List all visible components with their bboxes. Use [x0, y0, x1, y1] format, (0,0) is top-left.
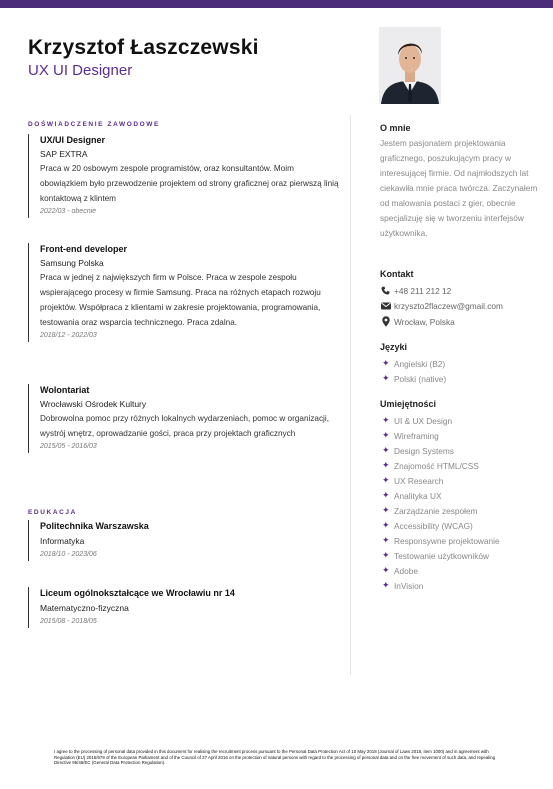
job-title: UX UI Designer	[28, 62, 133, 79]
experience-heading: DOŚWIADCZENIE ZAWODOWE	[28, 121, 160, 128]
languages-heading: Języki	[380, 342, 408, 352]
skill-item: ✦ Design Systems	[382, 445, 454, 456]
sparkle-icon: ✦	[382, 373, 390, 383]
contact-email	[380, 299, 540, 315]
experience-company: Wrocławski Ośrodek Kultury	[40, 399, 147, 409]
languages-section	[380, 341, 540, 386]
map-pin-icon	[380, 316, 391, 327]
education-school: Politechnika Warszawska	[40, 521, 149, 531]
skill-item: ✦ UX Research	[382, 475, 444, 486]
sparkle-icon: ✦	[382, 358, 390, 368]
about-heading: O mnie	[380, 123, 411, 133]
sparkle-icon: ✦	[382, 565, 390, 575]
experience-role: Wolontariat	[40, 385, 90, 395]
education-dates: 2018/10 - 2023/06	[40, 551, 97, 558]
experience-description: Praca w jednej z największych firm w Polsce. Praca w zespole zespołu wspierającego procesy w firmie Samsung. Praca na różnych etapach rozwoju projektów. Współpraca z klientami w zakresie projektowania, programowania, testowania oraz wsparcia technicznego. Praca zdalna.	[40, 273, 321, 327]
column-divider	[350, 115, 351, 675]
phone-number[interactable]: +48 211 212 12	[394, 285, 452, 296]
skill-item: ✦ Testowanie użytkowników	[382, 550, 489, 561]
education-field: Matematyczno-fizyczna	[40, 603, 129, 613]
about-section	[380, 122, 540, 241]
experience-company: SAP EXTRA	[40, 149, 88, 159]
sparkle-icon: ✦	[382, 415, 390, 425]
education-heading: EDUKACJA	[28, 509, 77, 516]
skill-item: ✦ Adobe	[382, 565, 418, 576]
skill-item: ✦ Znajomość HTML/CSS	[382, 460, 479, 471]
sparkle-icon: ✦	[382, 520, 390, 530]
sparkle-icon: ✦	[382, 475, 390, 485]
language-item: ✦ Angielski (B2)	[382, 358, 446, 369]
skill-item: ✦ InVision	[382, 580, 424, 591]
education-field: Informatyka	[40, 536, 85, 546]
experience-dates: 2015/05 - 2016/03	[40, 443, 97, 450]
education-entry	[28, 587, 340, 628]
experience-company: Samsung Polska	[40, 258, 104, 268]
sparkle-icon: ✦	[382, 445, 390, 455]
about-text: Jestem pasjonatem projektowania graficznego, poszukującym pracy w interesującej firmie. Od najmłodszych lat ciekawiła mnie praca twórcza. Zaczynałem od malowania postaci z gier, obecnie specjalizuję się w tworzeniu interfejsów użytkownika.	[380, 138, 538, 238]
experience-dates: 2018/12 - 2022/03	[40, 332, 97, 339]
education-entry	[28, 520, 340, 561]
skill-item: ✦ UI & UX Design	[382, 415, 453, 426]
profile-photo	[379, 27, 441, 104]
experience-role: UX/UI Designer	[40, 135, 106, 145]
skills-section	[380, 398, 540, 593]
education-school: Liceum ogólnokształcące we Wrocławiu nr 14	[40, 588, 235, 598]
skill-item: ✦ Responsywne projektowanie	[382, 535, 500, 546]
language-item: ✦ Polski (native)	[382, 373, 447, 384]
experience-description: Praca w 20 osbowym zespole programistów, oraz konsultantów. Moim obowiązkiem było przewodzenie projektem od strony graficznej oraz pierwszą linią kontaktową z klintem	[40, 164, 339, 203]
email-address[interactable]: krzyszto2flaczew@gmail.com	[394, 301, 503, 312]
experience-entry	[28, 384, 340, 453]
experience-entry	[28, 134, 340, 218]
sparkle-icon: ✦	[382, 505, 390, 515]
experience-entry	[28, 243, 340, 342]
sparkle-icon: ✦	[382, 535, 390, 545]
location-text: Wrocław, Polska	[394, 316, 455, 327]
contact-phone	[380, 283, 540, 299]
gdpr-consent-clause: I agree to the processing of personal data provided in this document for realising the recruitment process pursuant to the Personal Data Protection Act of 10 May 2018 (Journal of Laws 2018, item 1000) and in agreement with Regulation (EU) 2016/679 of the European Parliament and of the Council of 27 April 2016 on the protection of natural persons with regard to the processing of personal data and on the free movement of such data, and repealing Directive 95/46/EC (General Data Protection Regulation).	[54, 749, 496, 766]
top-accent-bar	[0, 0, 553, 8]
experience-description: Dobrowolna pomoc przy różnych lokalnych wydarzeniach, pomoc w organizacji, wystrój wnętrz, oprowadzanie gości, praca przy projektach graficznych	[40, 414, 329, 438]
skill-item: ✦ Wireframing	[382, 430, 439, 441]
education-dates: 2015/08 - 2018/05	[40, 618, 97, 625]
envelope-icon	[380, 302, 391, 310]
sparkle-icon: ✦	[382, 580, 390, 590]
sparkle-icon: ✦	[382, 430, 390, 440]
skill-item: ✦ Accessibility (WCAG)	[382, 520, 473, 531]
contact-location	[380, 314, 540, 330]
phone-icon	[380, 286, 391, 295]
experience-dates: 2022/03 - obecnie	[40, 208, 97, 215]
sparkle-icon: ✦	[382, 460, 390, 470]
sparkle-icon: ✦	[382, 550, 390, 560]
contact-heading: Kontakt	[380, 269, 414, 279]
skill-item: ✦ Zarządzanie zespołem	[382, 505, 478, 516]
contact-section	[380, 268, 540, 330]
sparkle-icon: ✦	[382, 490, 390, 500]
skill-item: ✦ Analityka UX	[382, 490, 442, 501]
candidate-name: Krzysztof Łaszczewski	[28, 36, 259, 59]
skills-heading: Umiejętności	[380, 399, 437, 409]
experience-role: Front-end developer	[40, 244, 128, 254]
